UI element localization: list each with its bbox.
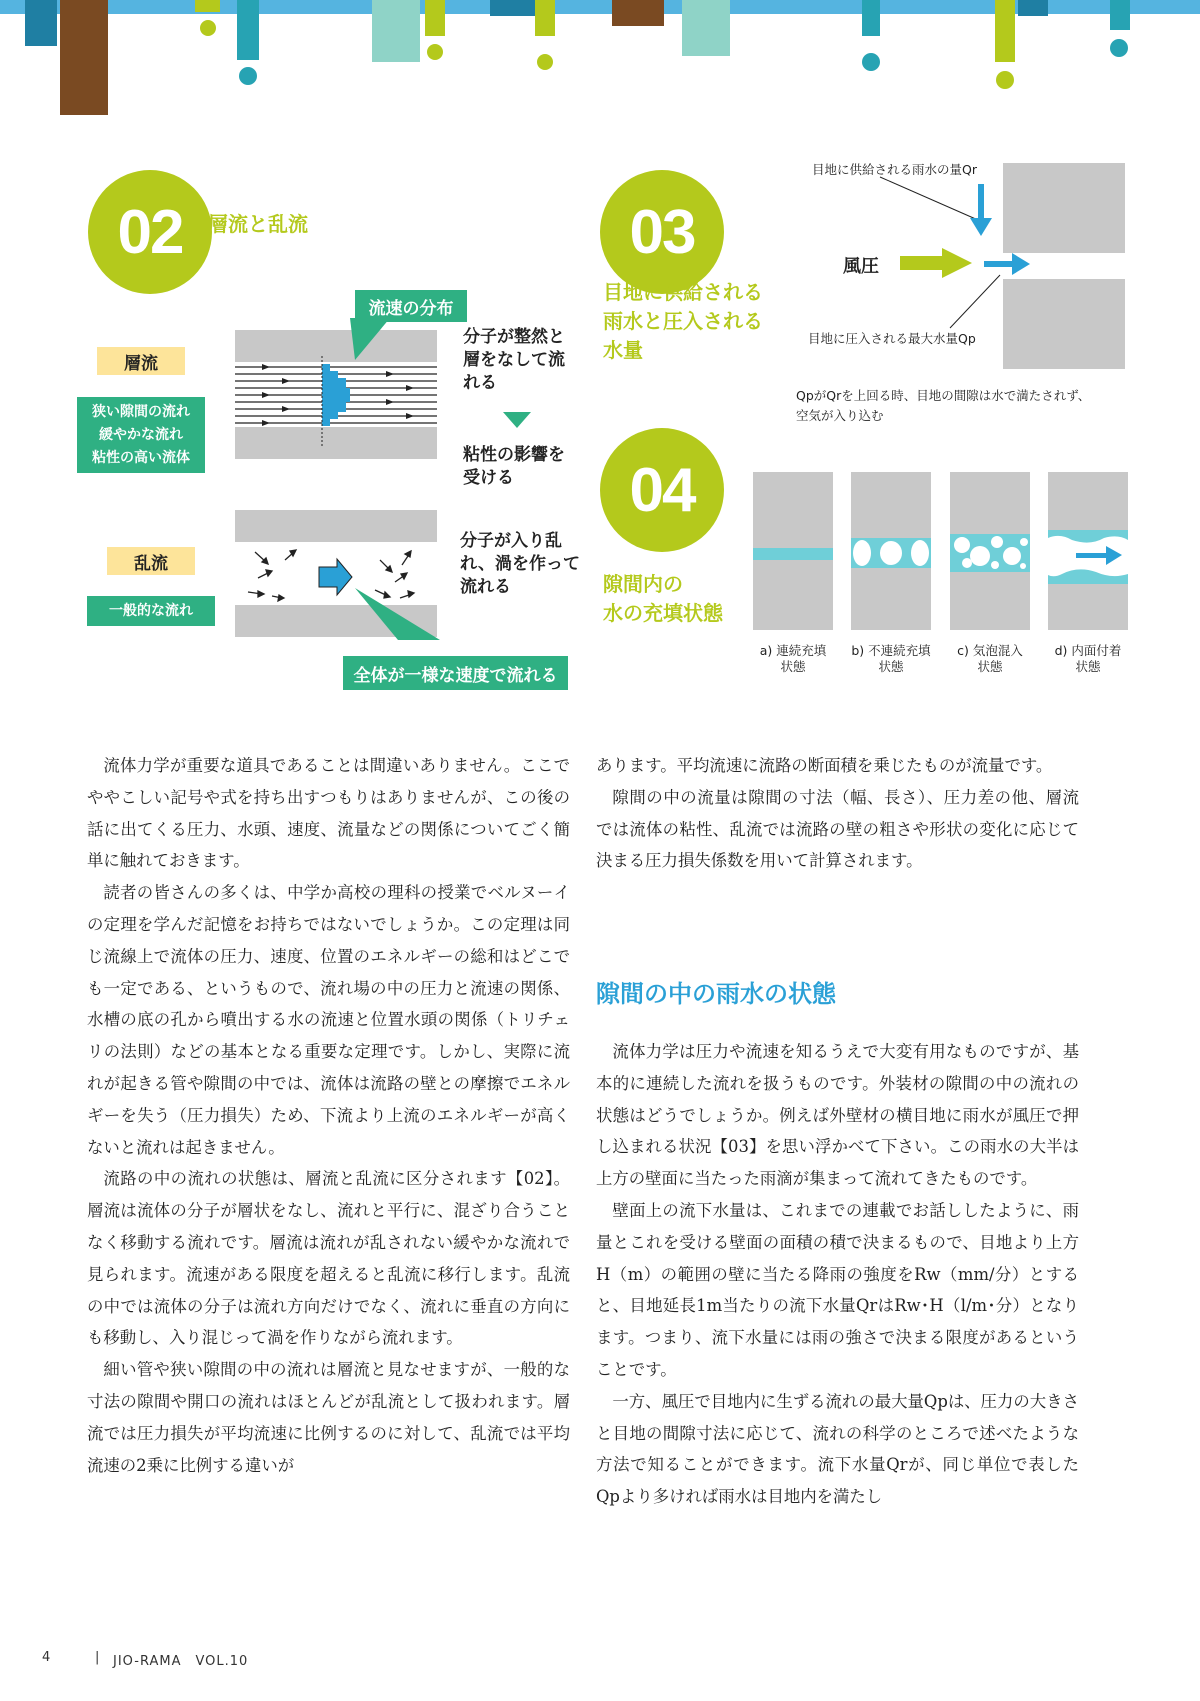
callout-pointer: [350, 318, 390, 360]
banner-block: [612, 0, 664, 26]
paragraph: 流体力学が重要な道具であることは間違いありません。ここでややこしい記号や式を持ち出すつもりはありませんが、この後の話に出てくる圧力、水頭、速度、流量などの関係についてごく簡単に触れておきます。: [87, 756, 570, 871]
turbulent-description: 一般的な流れ: [87, 596, 215, 626]
joint-wall-lower: [1003, 279, 1125, 369]
banner-dot: [1110, 39, 1128, 57]
laminar-desc-line: 粘性の高い流体: [92, 449, 190, 466]
banner-block: [372, 0, 420, 62]
down-triangle: [503, 412, 531, 428]
paragraph: あります。平均流速に流路の断面積を乗じたものが流量です。: [596, 756, 1053, 775]
leader-line: [880, 177, 978, 220]
banner-dot: [427, 44, 443, 60]
banner-block: [25, 0, 57, 46]
paragraph: 一方、風圧で目地内に生ずる流れの最大量Qpは、圧力の大きさと目地の間隙寸法に応じて、流れの科学のところで述べたような方法で知ることができます。流下水量Qrが、同じ単位で表したQpより多ければ雨水は目地内を満たし: [596, 1391, 1079, 1507]
banner-dot: [239, 67, 257, 85]
label-qp: 目地に圧入される最大水量Qp: [808, 331, 976, 346]
flow-arrow: [1106, 546, 1122, 565]
paragraph: 隙間の中の流量は隙間の寸法（幅、長さ）、圧力差の他、層流では流体の粘性、乱流では流路の壁の粗さや形状の変化に応じて決まる圧力損失係数を用いて計算されます。: [596, 787, 1079, 871]
banner-block: [425, 0, 445, 36]
laminar-note-viscosity: 粘性の影響を 受ける: [463, 445, 565, 488]
paragraph: 流体力学は圧力や流速を知るうえで大変有用なものですが、基本的に連続した流れを扱うものです。外装材の隙間の中の流れの状態はどうでしょうか。例えば外壁材の横目地に雨水が風圧で押し込まれる状況【03】を思い浮かべて下さい。この雨水の大半は上方の壁面に当たった雨滴が集まって流れてきたものです。: [596, 1042, 1079, 1189]
banner-block: [862, 0, 880, 36]
panel-continuous: [753, 472, 833, 630]
body-column-right-top: [596, 750, 1079, 877]
paragraph: 流路の中の流れの状態は、層流と乱流に区分されます【02】。層流は流体の分子が層状をなし、流れと平行に、混ざり合うことなく移動する流れです。層流は流れが乱されない緩やかな流れで見られます。流速がある限度を超えると乱流に移行します。乱流の中では流体の分子は流れ方向だけでなく、流れに垂直の方向にも移動し、入り混じって渦を作りながら流れます。: [87, 1169, 570, 1348]
note-qp-exceeds-qr: QpがQrを上回る時、目地の間隙は水で満たされず、 空気が入り込む: [796, 388, 1091, 423]
turbulent-note: 分子が入り乱 れ、渦を作って 流れる: [460, 531, 581, 597]
section-03-number: 03: [600, 170, 724, 294]
laminar-desc-line: 狭い隙間の流れ: [92, 403, 190, 420]
banner-block: [995, 0, 1015, 62]
laminar-note-molecules: 分子が整然と 層をなして流 れる: [463, 327, 565, 393]
bulk-flow-arrow: [319, 559, 352, 595]
banner-dot: [200, 20, 216, 36]
banner-block: [535, 0, 555, 36]
banner-dot: [537, 54, 553, 70]
label-qr: 目地に供給される雨水の量Qr: [812, 162, 977, 177]
paragraph: 壁面上の流下水量は、これまでの連載でお話ししたように、雨量とこれを受ける壁面の面積の積で決まるもので、目地より上方H（m）の範囲の壁に当たる降雨の強度をRw（mm/分）とすると、目地延長1m当たりの流下水量QrはRw･H（l/m･分）となります。つまり、流下水量には雨の強さで決まる限度があるということです。: [596, 1200, 1079, 1379]
channel-wall: [235, 427, 437, 459]
tag-turbulent: 乱流: [107, 547, 195, 575]
callout-pointer: [355, 588, 440, 640]
banner-block: [60, 0, 108, 115]
joint-wall-upper: [1003, 163, 1125, 253]
rain-arrow: [970, 218, 992, 236]
panel-inner-film: [1048, 472, 1128, 630]
laminar-desc-line: 緩やかな流れ: [99, 426, 183, 443]
tag-laminar: 層流: [97, 347, 185, 375]
velocity-profile: [322, 364, 350, 426]
label-wind-pressure: 風圧: [843, 256, 879, 277]
section-04-title: 隙間内の 水の充填状態: [603, 572, 723, 625]
banner-block: [195, 0, 220, 12]
banner-dot: [862, 53, 880, 71]
caption-d: d) 内面付着 状態: [1054, 643, 1122, 674]
banner-block: [1110, 0, 1130, 30]
section-02-title: 層流と乱流: [208, 212, 308, 236]
footer-separator: |: [95, 1650, 101, 1665]
callout-velocity-distribution: 流速の分布: [355, 290, 467, 322]
body-column-left: [87, 750, 570, 1481]
caption-b: b) 不連続充填 状態: [851, 643, 931, 674]
header-banner: [0, 0, 1200, 120]
body-column-right-bottom: [596, 1036, 1079, 1513]
magazine-name: JIO-RAMA VOL.10: [113, 1654, 249, 1669]
caption-c: c) 気泡混入 状態: [957, 643, 1023, 674]
callout-uniform-velocity: 全体が一様な速度で流れる: [343, 656, 568, 690]
section-02-number: 02: [88, 170, 212, 294]
paragraph: 細い管や狭い隙間の中の流れは層流と見なせますが、一般的な寸法の隙間や開口の流れはほとんどが乱流として扱われます。層流では圧力損失が平均流速に比例するのに対して、乱流では平均流速の2乗に比例する違いが: [87, 1360, 570, 1475]
banner-block: [682, 0, 730, 56]
channel-wall: [235, 330, 437, 362]
leader-line: [950, 275, 1000, 328]
channel-wall: [235, 510, 437, 542]
banner-block: [490, 0, 535, 16]
section-04-number: 04: [600, 428, 724, 552]
section-03-title: 目地に供給される 雨水と圧入される 水量: [603, 280, 763, 362]
section-heading: 隙間の中の雨水の状態: [596, 980, 836, 1008]
banner-block: [237, 0, 259, 60]
wind-arrow: [942, 248, 972, 278]
banner-dot: [996, 71, 1014, 89]
laminar-description: [77, 397, 205, 473]
paragraph: 読者の皆さんの多くは、中学か高校の理科の授業でベルヌーイの定理を学んだ記憶をお持ちではないでしょうか。この定理は同じ流線上で流体の圧力、速度、位置のエネルギーの総和はどこでも一定である、というもので、流れ場の中の圧力と流速の関係、水槽の底の孔から噴出する水の流速と位置水頭の関係（トリチェリの法則）などの基本となる重要な定理です。しかし、実際に流れが起きる管や隙間の中では、流体は流路の壁との摩擦でエネルギーを失う（圧力損失）ため、下流より上流のエネルギーが高くないと流れは起きません。: [87, 883, 570, 1157]
qp-arrow: [1012, 253, 1030, 275]
panel-discontinuous: [851, 472, 931, 630]
channel-wall: [235, 605, 437, 637]
panel-bubbles: [950, 472, 1030, 630]
page-number: 4: [42, 1650, 52, 1665]
caption-a: a) 連続充填 状態: [759, 643, 827, 674]
banner-block: [1018, 0, 1048, 16]
